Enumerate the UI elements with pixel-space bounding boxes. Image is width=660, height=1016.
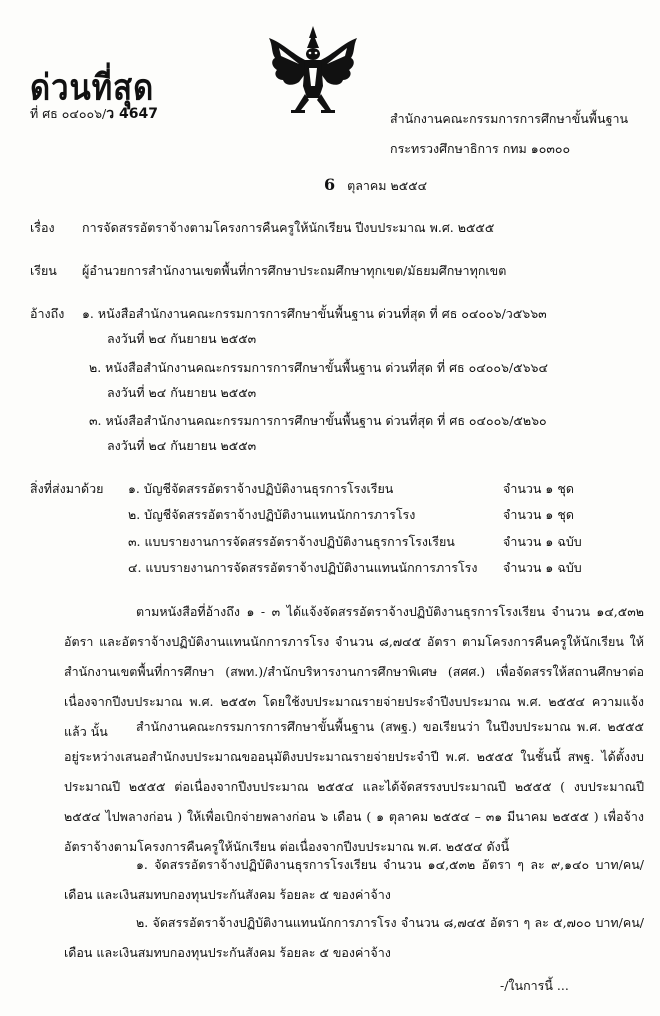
garuda-emblem-icon — [265, 24, 361, 116]
date-month-year: ตุลาคม ๒๕๕๔ — [347, 178, 428, 193]
enclosure-item-1: ๑. บัญชีจัดสรรอัตราจ้างปฏิบัติงานธุรการโรงเรียน — [128, 481, 394, 496]
recipient-text: ผู้อำนวยการสำนักงานเขตพื้นที่การศึกษาประถมศึกษาทุกเขต/มัธยมศึกษาทุกเขต — [82, 263, 507, 278]
enclosure-item-4: ๔. แบบรายงานการจัดสรรอัตราจ้างปฏิบัติงานแทนนักการภารโรง — [128, 560, 478, 575]
reference-item-2-date: ลงวันที่ ๒๔ กันยายน ๒๕๕๓ — [107, 385, 257, 400]
agency-name: สำนักงานคณะกรรมการการศึกษาขั้นพื้นฐาน — [390, 111, 629, 126]
enclosure-item-2-qty: จำนวน ๑ ชุด — [503, 507, 574, 522]
continuation-note: -/ในการนี้ ... — [500, 978, 569, 993]
enclosure-item-4-qty: จำนวน ๑ ฉบับ — [503, 560, 582, 575]
recipient-label: เรียน — [30, 263, 57, 278]
body-item-1: ๑. จัดสรรอัตราจ้างปฏิบัติงานธุรการโรงเรียน จำนวน ๑๔,๕๓๒ อัตรา ๆ ละ ๙,๑๔๐ บาท/คน/เดือน และเงินสมทบกองทุนประกันสังคม ร้อยละ ๕ ของค่าจ้าง — [64, 857, 644, 902]
date-day: 6 — [324, 175, 336, 194]
enclosure-item-1-qty: จำนวน ๑ ชุด — [503, 481, 574, 496]
ministry-address: กระทรวงศึกษาธิการ กทม ๑๐๓๐๐ — [390, 141, 571, 156]
subject-text: การจัดสรรอัตราจ้างตามโครงการคืนครูให้นักเรียน ปีงบประมาณ พ.ศ. ๒๕๕๕ — [82, 220, 495, 235]
enclosure-item-3-qty: จำนวน ๑ ฉบับ — [503, 534, 582, 549]
reference-item-3-date: ลงวันที่ ๒๔ กันยายน ๒๕๕๓ — [107, 438, 257, 453]
enclosures-label: สิ่งที่ส่งมาด้วย — [30, 481, 104, 496]
enclosure-item-2: ๒. บัญชีจัดสรรอัตราจ้างปฏิบัติงานแทนนักการภารโรง — [128, 507, 416, 522]
book-number — [30, 106, 158, 122]
subject-label: เรื่อง — [30, 220, 55, 235]
urgency-stamp: ด่วนที่สุด — [30, 67, 155, 109]
body-item-2: ๒. จัดสรรอัตราจ้างปฏิบัติงานแทนนักการภารโรง จำนวน ๘,๗๔๕ อัตรา ๆ ละ ๕,๗๐๐ บาท/คน/เดือน และเงินสมทบกองทุนประกันสังคม ร้อยละ ๕ ของค่าจ้าง — [64, 915, 644, 960]
reference-item-3: ๓. หนังสือสำนักงานคณะกรรมการการศึกษาขั้นพื้นฐาน ด่วนที่สุด ที่ ศธ ๐๔๐๐๖/๕๒๖๐ — [89, 413, 547, 428]
book-number-handwritten: ว 4647 — [106, 106, 158, 122]
body-paragraph-2: สำนักงานคณะกรรมการการศึกษาขั้นพื้นฐาน (สพฐ.) ขอเรียนว่า ในปีงบประมาณ พ.ศ. ๒๕๕๕ อยู่ระหว่างเสนอสำนักงบประมาณขออนุมัติงบประมาณรายจ่ายประจำปี พ.ศ. ๒๕๕๕ ในชั้นนี้ สพฐ. ได้ตั้งงบประมาณปี ๒๕๕๕ ต่อเนื่องจากปีงบประมาณ ๒๕๕๔ และได้จัดสรรงบประมาณปี ๒๕๕๕ ( งบประมาณปี ๒๕๕๔ ไปพลางก่อน ) ให้เพื่อเบิกจ่ายพลางก่อน ๖ เดือน ( ๑ ตุลาคม ๒๕๕๔ – ๓๑ มีนาคม ๒๕๕๕ ) เพื่อจ้างอัตราจ้างตามโครงการคืนครูให้นักเรียน ต่อเนื่องจากปีงบประมาณ พ.ศ. ๒๕๕๔ ดังนี้ — [64, 719, 644, 854]
reference-item-1-date: ลงวันที่ ๒๔ กันยายน ๒๕๕๓ — [107, 331, 257, 346]
references-label: อ้างถึง — [30, 306, 65, 321]
reference-item-1: ๑. หนังสือสำนักงานคณะกรรมการการศึกษาขั้นพื้นฐาน ด่วนที่สุด ที่ ศธ ๐๔๐๐๖/ว๕๖๖๓ — [82, 306, 547, 321]
enclosure-item-3: ๓. แบบรายงานการจัดสรรอัตราจ้างปฏิบัติงานธุรการโรงเรียน — [128, 534, 455, 549]
book-number-prefix: ที่ ศธ ๐๔๐๐๖/ — [30, 106, 107, 121]
reference-item-2: ๒. หนังสือสำนักงานคณะกรรมการการศึกษาขั้นพื้นฐาน ด่วนที่สุด ที่ ศธ ๐๔๐๐๖/๕๖๖๔ — [89, 360, 548, 375]
document-date — [324, 177, 427, 194]
body-paragraph-1: ตามหนังสือที่อ้างถึง ๑ - ๓ ได้แจ้งจัดสรรอัตราจ้างปฏิบัติงานธุรการโรงเรียน จำนวน ๑๔,๕๓๒ อัตรา และอัตราจ้างปฏิบัติงานแทนนักการภารโรง จำนวน ๘,๗๔๕ อัตรา ตามโครงการคืนครูให้นักเรียน ให้สำนักงานเขตพื้นที่การศึกษา (สพท.)/สำนักบริหารงานการศึกษาพิเศษ (สศศ.) เพื่อจัดสรรให้สถานศึกษาต่อเนื่องจากปีงบประมาณ พ.ศ. ๒๕๕๓ โดยใช้งบประมาณรายจ่ายประจำปีงบประมาณ พ.ศ. ๒๕๕๔ ความแจ้งแล้ว นั้น — [64, 604, 644, 739]
